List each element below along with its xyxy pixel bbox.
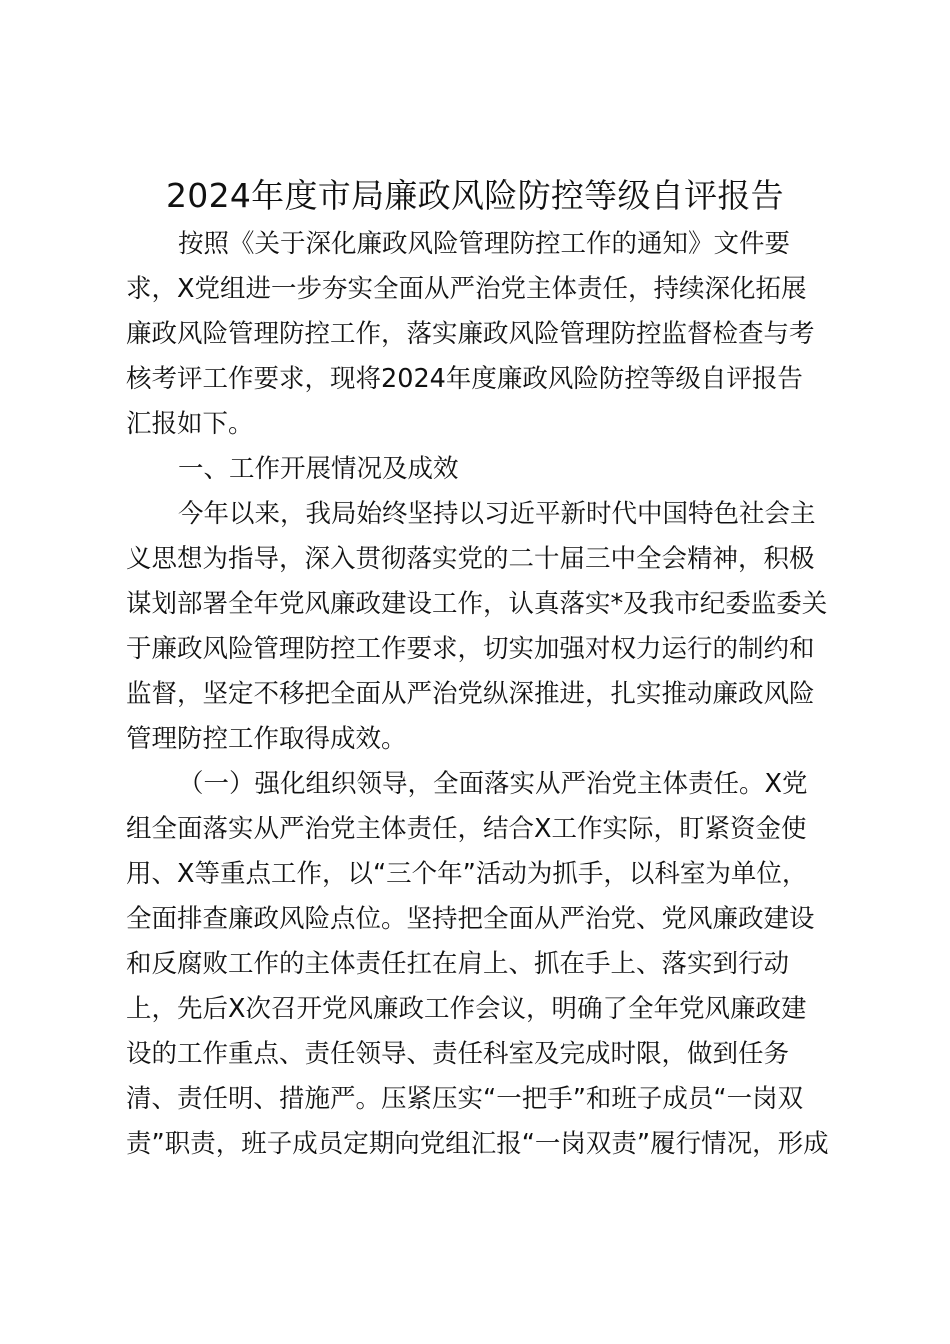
paragraph-line: 设的工作重点、责任领导、责任科室及完成时限，做到任务 xyxy=(126,1039,790,1069)
paragraph-line: 求，X党组进一步夯实全面从严治党主体责任，持续深化拓展 xyxy=(126,274,807,304)
paragraph-line: 全面排查廉政风险点位。坚持把全面从严治党、党风廉政建设 xyxy=(126,904,815,934)
paragraph-line: 管理防控工作取得成效。 xyxy=(126,724,407,754)
paragraph-line: 于廉政风险管理防控工作要求，切实加强对权力运行的制约和 xyxy=(126,634,815,664)
paragraph-line: 今年以来，我局始终坚持以习近平新时代中国特色社会主 xyxy=(178,499,816,529)
paragraph-line: 责”职责，班子成员定期向党组汇报“一岗双责”履行情况，形成 xyxy=(126,1129,829,1159)
paragraph-line: 谋划部署全年党风廉政建设工作，认真落实*及我市纪委监委关 xyxy=(126,589,828,619)
paragraph-line: 清、责任明、措施严。压紧压实“一把手”和班子成员“一岗双 xyxy=(126,1084,804,1114)
paragraph-line: 用、X等重点工作，以“三个年”活动为抓手，以科室为单位， xyxy=(126,859,808,889)
paragraph-line: 和反腐败工作的主体责任扛在肩上、抓在手上、落实到行动 xyxy=(126,949,790,979)
paragraph-line: 上，先后X次召开党风廉政工作会议，明确了全年党风廉政建 xyxy=(126,994,807,1024)
paragraph-line: 廉政风险管理防控工作，落实廉政风险管理防控监督检查与考 xyxy=(126,319,815,349)
document-title: 2024年度市局廉政风险防控等级自评报告 xyxy=(166,176,784,215)
paragraph-line: 汇报如下。 xyxy=(126,409,254,439)
section-heading: 一、工作开展情况及成效 xyxy=(178,454,459,484)
paragraph-line: 监督，坚定不移把全面从严治党纵深推进，扎实推动廉政风险 xyxy=(126,679,815,709)
paragraph-line: 核考评工作要求，现将2024年度廉政风险防控等级自评报告 xyxy=(126,364,803,394)
paragraph-line: 组全面落实从严治党主体责任，结合X工作实际，盯紧资金使 xyxy=(126,814,807,844)
paragraph-line: 义思想为指导，深入贯彻落实党的二十届三中全会精神，积极 xyxy=(126,544,815,574)
paragraph-line: 按照《关于深化廉政风险管理防控工作的通知》文件要 xyxy=(178,229,791,259)
subsection-line: （一）强化组织领导，全面落实从严治党主体责任。X党 xyxy=(178,769,808,799)
